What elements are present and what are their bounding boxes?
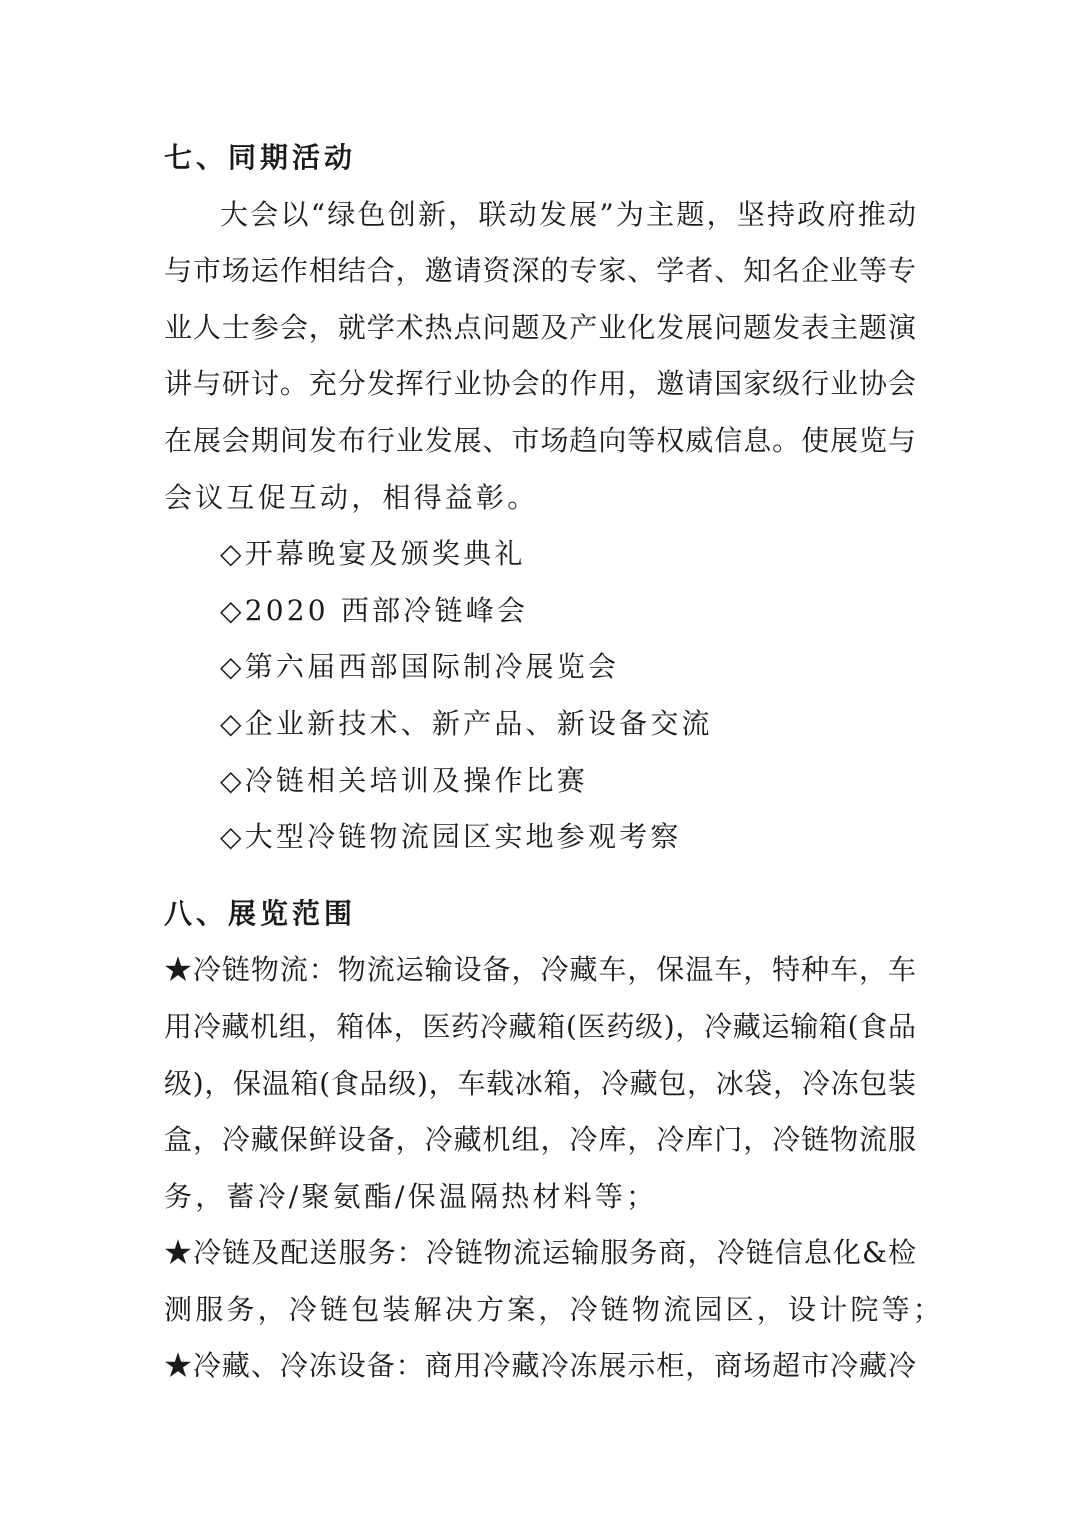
paragraph-line: 讲与研讨。充分发挥行业协会的作用，邀请国家级行业协会 — [164, 367, 916, 401]
scope-line: ★冷藏、冷冻设备：商用冷藏冷冻展示柜，商场超市冷藏冷 — [164, 1349, 916, 1383]
scope-line: 盒，冷藏保鲜设备，冷藏机组，冷库，冷库门，冷链物流服 — [164, 1123, 916, 1157]
document-page — [164, 130, 945, 1395]
scope-line: ★冷链及配送服务：冷链物流运输服务商，冷链信息化&检 — [164, 1236, 916, 1270]
paragraph-line: 业人士参会，就学术热点问题及产业化发展问题发表主题演 — [164, 310, 916, 344]
scope-line: 级)，保温箱(食品级)，车载冰箱，冷藏包，冰袋，冷冻包装 — [164, 1066, 916, 1100]
scope-line: 务，蓄冷/聚氨酯/保温隔热材料等； — [164, 1179, 658, 1213]
activity-list-item: ◇冷链相关培训及操作比赛 — [220, 763, 588, 797]
paragraph-line: 会议互促互动，相得益彰。 — [164, 480, 539, 514]
activity-list-item: ◇2020 西部冷链峰会 — [220, 593, 529, 627]
activity-list-item: ◇企业新技术、新产品、新设备交流 — [220, 706, 713, 740]
paragraph-line: 在展会期间发布行业发展、市场趋向等权威信息。使展览与 — [164, 423, 916, 457]
activity-list-item: ◇开幕晚宴及颁奖典礼 — [220, 537, 526, 571]
section-heading-activities: 七、同期活动 — [164, 141, 357, 174]
scope-line: ★冷链物流：物流运输设备，冷藏车，保温车，特种车，车 — [164, 953, 916, 987]
section-heading-exhibit-scope: 八、展览范围 — [164, 896, 357, 930]
paragraph-line: 与市场运作相结合，邀请资深的专家、学者、知名企业等专 — [164, 254, 916, 288]
scope-line: 用冷藏机组，箱体，医药冷藏箱(医药级)，冷藏运输箱(食品 — [164, 1009, 916, 1043]
paragraph-line: 大会以“绿色创新，联动发展”为主题，坚持政府推动 — [220, 197, 916, 231]
section-spacer — [164, 866, 916, 886]
activity-list-item: ◇大型冷链物流园区实地参观考察 — [220, 820, 682, 854]
activity-list-item: ◇第六届西部国际制冷展览会 — [220, 650, 620, 684]
scope-line: 测服务，冷链包装解决方案，冷链物流园区，设计院等； — [164, 1292, 945, 1326]
